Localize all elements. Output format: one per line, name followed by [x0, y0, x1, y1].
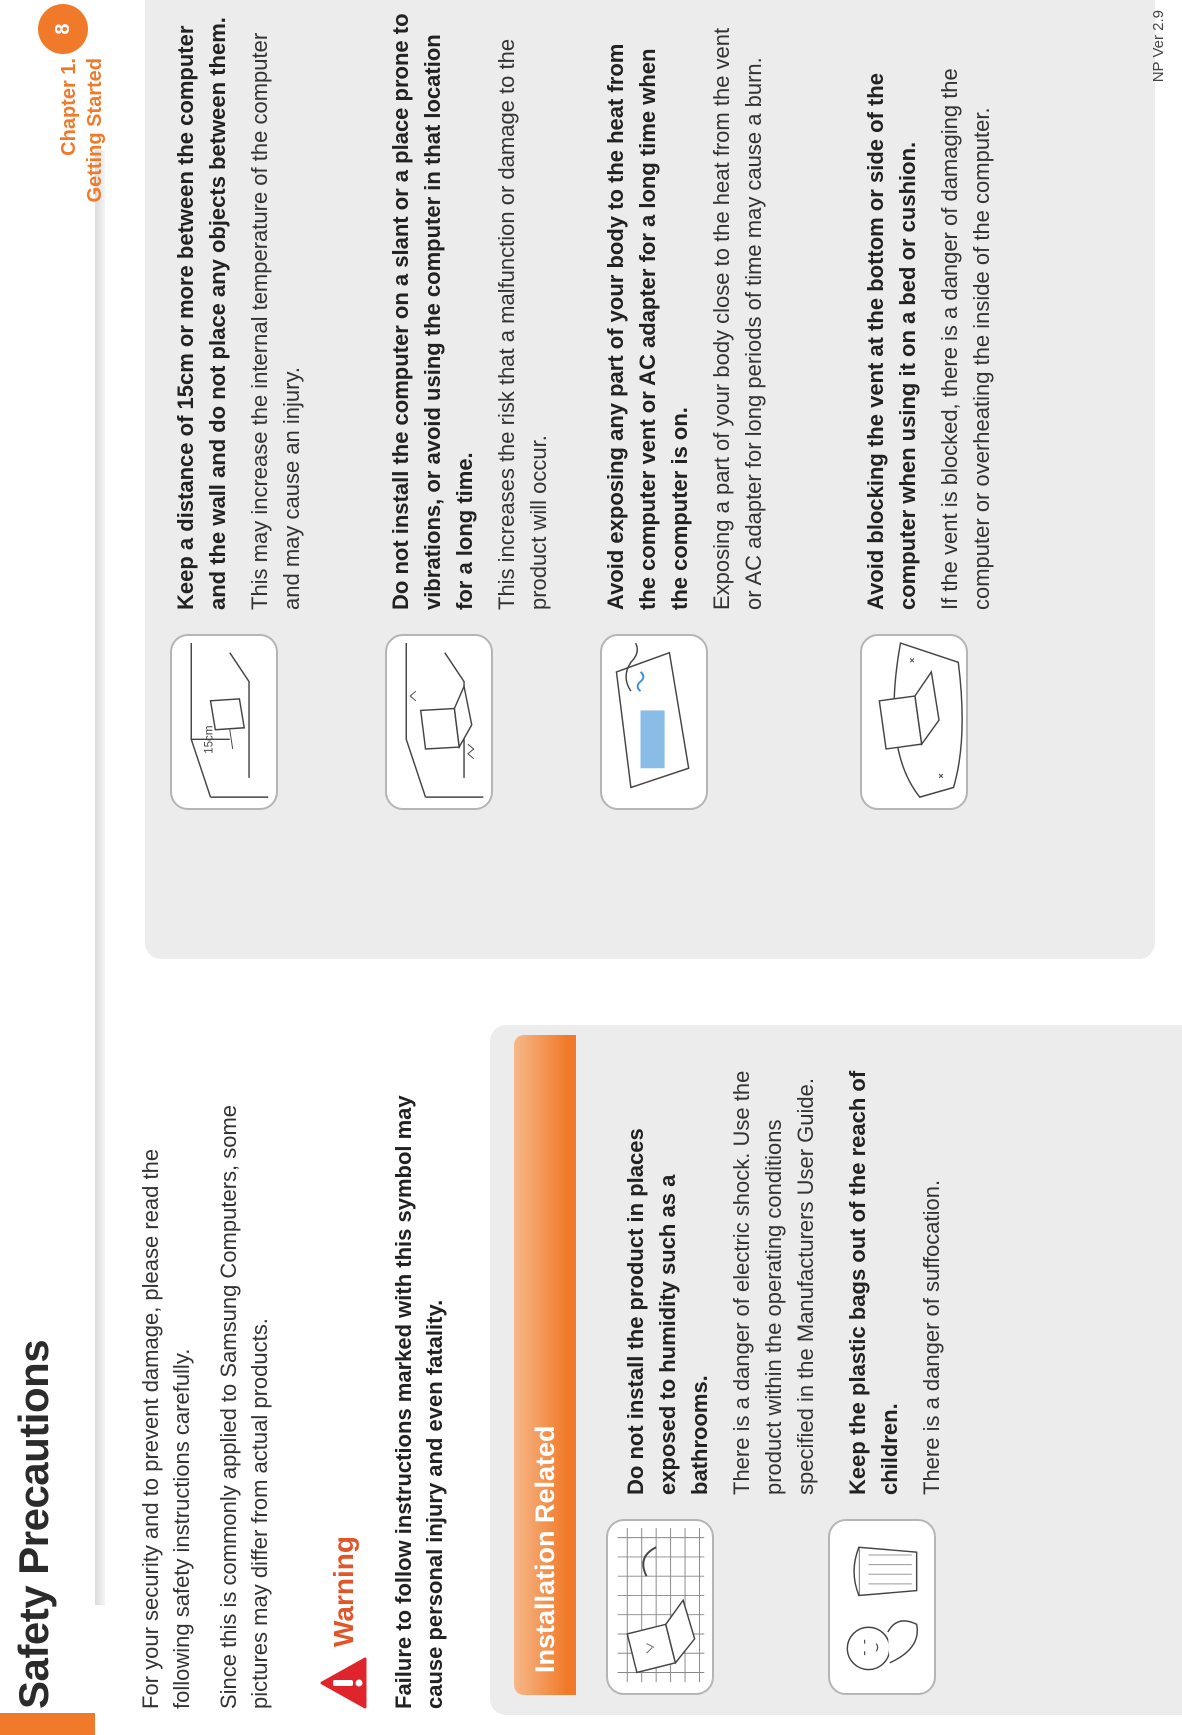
item-heading: Avoid blocking the vent at the bottom or side of the computer when using it on a bed or cushion. — [863, 73, 920, 610]
intro-text — [135, 1069, 291, 1709]
item-body: Exposing a part of your body close to the heat from the vent or AC adapter for long periods of time may cause a burn. — [709, 27, 766, 610]
item-heading: Keep the plastic bags out of the reach of children. — [845, 1070, 902, 1495]
chapter-number: Chapter 1. — [58, 58, 80, 156]
item-heading: Do not install the product in places exposed to humidity such as a bathrooms. — [623, 1128, 712, 1495]
orange-edge-tab — [0, 1713, 95, 1735]
intro-paragraph-2: Since this is commonly applied to Samsung Computers, some pictures may differ from actual products. — [216, 1104, 272, 1709]
chapter-title: Getting Started — [84, 58, 106, 203]
bathroom-laptop-illustration — [606, 1519, 714, 1695]
intro-paragraph-1: For your security and to prevent damage, please read the following safety instructions carefully. — [138, 1148, 194, 1709]
item-body: If the vent is blocked, there is a danger of damaging the computer or overheating the inside of the computer. — [937, 68, 994, 610]
warning-heading — [320, 1536, 368, 1709]
page-title: Safety Precautions — [10, 1339, 57, 1709]
wall-distance-illustration — [170, 634, 278, 810]
chapter-label — [56, 58, 108, 202]
figure-label: 15cm — [203, 725, 216, 754]
item-heading: Avoid exposing any part of your body to the heat from the computer vent or AC adapter for a long time when the computer is on. — [603, 43, 692, 610]
warning-label: Warning — [328, 1536, 359, 1647]
warning-text: Failure to follow instructions marked with this symbol may cause personal injury and even fatality. — [391, 1095, 447, 1709]
vent-heat-illustration — [600, 634, 708, 810]
section-header: Installation Related — [514, 1035, 576, 1695]
item-heading: Do not install the computer on a slant or a place prone to vibrations, or avoid using the computer in that location for a long time. — [388, 13, 477, 610]
item-heading: Keep a distance of 15cm or more between the computer and the wall and do not place any objects between them. — [173, 17, 230, 610]
page-number-badge: 8 — [38, 4, 88, 54]
version-label: NP Ver 2.9 — [1150, 10, 1167, 83]
child-plastic-bag-illustration — [828, 1519, 936, 1695]
item-body: There is a danger of electric shock. Use the product within the operating conditions specified in the Manufacturers User Guide. — [729, 1070, 818, 1495]
warning-triangle-icon — [320, 1657, 368, 1709]
item-body: This may increase the internal temperature of the computer and may cause an injury. — [247, 32, 304, 610]
item-body: There is a danger of suffocation. — [919, 1179, 944, 1495]
vibration-illustration — [385, 634, 493, 810]
laptop-on-bed-illustration — [860, 634, 968, 810]
title-divider — [95, 150, 105, 1605]
item-body: This increases the risk that a malfunction or damage to the product will occur. — [494, 38, 551, 610]
